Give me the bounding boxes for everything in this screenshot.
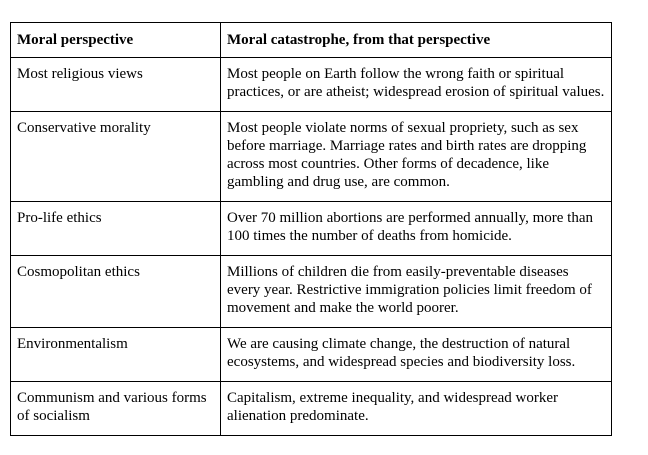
perspective-cell: Cosmopolitan ethics: [11, 256, 221, 328]
perspective-cell: Most religious views: [11, 58, 221, 112]
table-row: [11, 256, 612, 328]
catastrophe-cell: We are causing climate change, the destruction of natural ecosystems, and widespread species and biodiversity loss.: [221, 328, 612, 382]
perspective-cell: Environmentalism: [11, 328, 221, 382]
perspective-cell: Communism and various forms of socialism: [11, 382, 221, 436]
table-body: [11, 58, 612, 436]
catastrophe-cell: Millions of children die from easily-preventable diseases every year. Restrictive immigration policies limit freedom of movement and make the world poorer.: [221, 256, 612, 328]
header-moral-perspective: Moral perspective: [11, 23, 221, 58]
catastrophe-cell: Most people on Earth follow the wrong faith or spiritual practices, or are atheist; widespread erosion of spiritual values.: [221, 58, 612, 112]
moral-catastrophe-table: [10, 22, 612, 436]
table-row: [11, 382, 612, 436]
catastrophe-cell: Most people violate norms of sexual propriety, such as sex before marriage. Marriage rates and birth rates are dropping across most countries. Other forms of decadence, like gambling and drug use, are common.: [221, 112, 612, 202]
perspective-cell: Conservative morality: [11, 112, 221, 202]
perspective-cell: Pro-life ethics: [11, 202, 221, 256]
table-row: [11, 58, 612, 112]
catastrophe-cell: Over 70 million abortions are performed annually, more than 100 times the number of deaths from homicide.: [221, 202, 612, 256]
catastrophe-cell: Capitalism, extreme inequality, and widespread worker alienation predominate.: [221, 382, 612, 436]
header-row: [11, 23, 612, 58]
table-row: [11, 112, 612, 202]
header-moral-catastrophe: Moral catastrophe, from that perspective: [221, 23, 612, 58]
table-row: [11, 202, 612, 256]
table-row: [11, 328, 612, 382]
table-header: [11, 23, 612, 58]
